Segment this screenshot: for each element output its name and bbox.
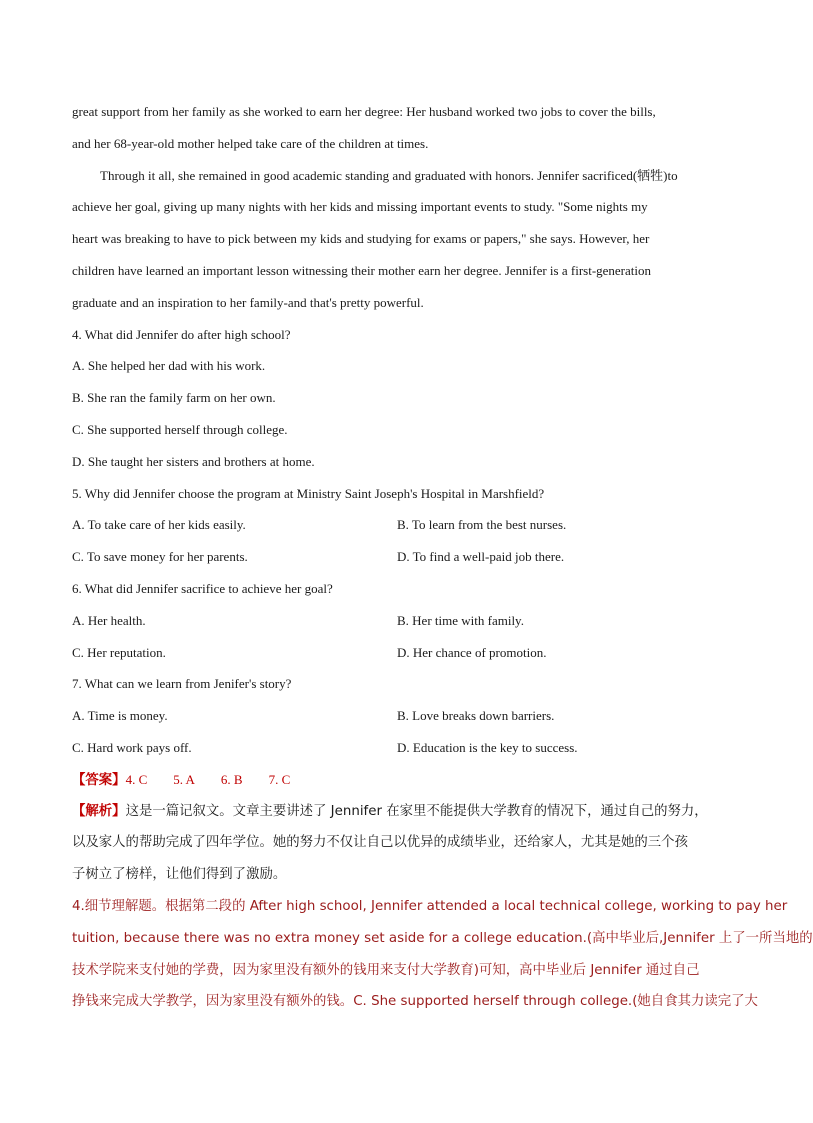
passage-line: and her 68-year-old mother helped take care of the children at times.: [72, 135, 429, 151]
option-d: D. Her chance of promotion.: [397, 644, 547, 660]
detail-line: tuition, because there was no extra money set aside for a college education.(高中毕业后,Jennifer 上了一所当地的: [72, 930, 813, 946]
passage: [72, 96, 724, 319]
passage-line: great support from her family as she worked to earn her degree: Her husband worked two jobs to cover the bills,: [72, 104, 656, 119]
option-row: [72, 637, 724, 669]
option-b: B. Her time with family.: [397, 612, 524, 628]
question-5: [72, 478, 724, 573]
passage-line: achieve her goal, giving up many nights with her kids and missing important events to study. "Some nights my: [72, 199, 648, 215]
option-b: B. She ran the family farm on her own.: [72, 390, 276, 406]
answer-item: 4. C: [125, 771, 148, 787]
option-a: A. Her health.: [72, 612, 146, 628]
analysis-line: [72, 796, 724, 828]
analysis-tag: 【解析】: [72, 803, 126, 819]
option-b: B. Love breaks down barriers.: [397, 708, 555, 724]
passage-line: heart was breaking to have to pick between my kids and studying for exams or papers," she says. However, her: [72, 231, 650, 247]
option-row: [72, 700, 724, 732]
analysis-text: 这是一篇记叙文。文章主要讲述了 Jennifer 在家里不能提供大学教育的情况下，通过自己的努力，: [125, 803, 708, 819]
passage-line: children have learned an important lesson witnessing their mother earn her degree. Jennifer is a first-generation: [72, 262, 652, 278]
detail-line: 技术学院来支付她的学费，因为家里没有额外的钱用来支付大学教育)可知，高中毕业后 Jennifer 通过自己: [72, 962, 700, 978]
analysis: [72, 796, 724, 891]
question-stem: 7. What can we learn from Jenifer's story?: [72, 676, 292, 692]
question-4: [72, 319, 724, 478]
answer-item: 7. C: [268, 771, 291, 787]
analysis-line: 以及家人的帮助完成了四年学位。她的努力不仅让自己以优异的成绩毕业，还给家人，尤其是她的三个孩: [72, 835, 688, 851]
option-a: A. She helped her dad with his work.: [72, 358, 266, 374]
passage-line: Through it all, she remained in good academic standing and graduated with honors. Jennifer sacrificed(牺牲)to: [100, 167, 678, 183]
question-7: [72, 668, 724, 763]
question-stem: 5. Why did Jennifer choose the program at Ministry Saint Joseph's Hospital in Marshfield?: [72, 485, 545, 501]
option-c: C. Hard work pays off.: [72, 739, 192, 755]
option-d: D. To find a well-paid job there.: [397, 549, 565, 565]
option-d: D. Education is the key to success.: [397, 739, 578, 755]
option-c: C. Her reputation.: [72, 644, 166, 660]
question-stem: 4. What did Jennifer do after high school?: [72, 326, 291, 342]
option-c: C. To save money for her parents.: [72, 549, 248, 565]
answer-item: 6. B: [220, 771, 243, 787]
detail-line: 4.细节理解题。根据第二段的 After high school, Jennifer attended a local technical college, working to pay her: [72, 898, 788, 914]
detail-line: 挣钱来完成大学教学，因为家里没有额外的钱。C. She supported herself through college.(她自食其力读完了大: [72, 994, 758, 1010]
answer-tag: 【答案】: [72, 772, 126, 788]
option-a: A. Time is money.: [72, 708, 168, 724]
answer-item: 5. A: [173, 771, 195, 787]
option-row: [72, 605, 724, 637]
passage-line: graduate and an inspiration to her family-and that's pretty powerful.: [72, 294, 424, 310]
question-6: [72, 573, 724, 668]
option-row: [72, 732, 724, 764]
option-row: [72, 541, 724, 573]
analysis-line: 子树立了榜样，让他们得到了激励。: [72, 867, 287, 883]
question-stem: 6. What did Jennifer sacrifice to achieve her goal?: [72, 580, 333, 596]
document-content: [72, 96, 813, 1018]
option-b: B. To learn from the best nurses.: [397, 517, 567, 533]
option-d: D. She taught her sisters and brothers at home.: [72, 453, 315, 469]
answer-key: [72, 764, 724, 796]
option-row: [72, 509, 724, 541]
option-a: A. To take care of her kids easily.: [72, 517, 246, 533]
detail-explanation: [72, 891, 813, 1018]
option-c: C. She supported herself through college.: [72, 421, 288, 437]
